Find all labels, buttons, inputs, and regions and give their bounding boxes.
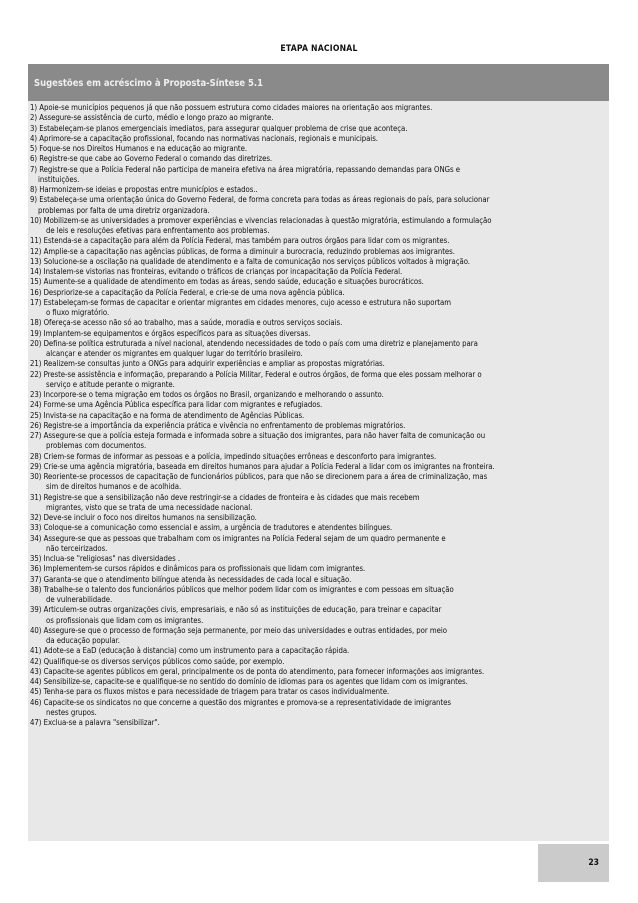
list-item-text: 29) Crie-se uma agência migratória, baseada em direitos humanos para ajudar a Polícia Federal a lidar com os imigrantes na fronteira.: [30, 461, 495, 471]
list-item: [30, 677, 620, 687]
list-item: [30, 257, 620, 267]
page-number: 23: [588, 858, 599, 868]
list-item: [30, 359, 620, 369]
list-item: [30, 185, 620, 195]
list-item: [30, 493, 620, 514]
list-item: [30, 698, 620, 719]
list-item-text: 10) Mobilizem-se as universidades a promover experiências e vivencias relacionadas à questão migratória, estimulando a formulação: [30, 215, 492, 225]
list-item-text: 30) Reoriente-se processos de capacitação de funcionários públicos, para que não se direcionem para a área de criminalização, mas: [30, 472, 488, 481]
list-item: [30, 134, 620, 144]
list-item: [30, 431, 620, 452]
list-item-text: 45) Tenha-se para os fluxos mistos e para necessidade de triagem para tratar os casos individualmente.: [30, 687, 390, 697]
list-item: [30, 195, 620, 216]
list-item-text: 8) Harmonizem-se ideias e propostas entre municípios e estados..: [30, 185, 258, 194]
list-item-text: 19) Implantem-se equipamentos e órgãos específicos para as situações diversas.: [30, 328, 311, 338]
list-item-continuation: instituições.: [38, 174, 80, 184]
list-item-text: 18) Ofereça-se acesso não só ao trabalho, mas a saúde, moradia e outros serviços sociais.: [30, 318, 343, 328]
list-item-text: 14) Instalem-se vistorias nas fronteiras, evitando o tráficos de crianças por incapacitação da Polícia Federal.: [30, 267, 403, 276]
list-item-text: 38) Trabalhe-se o talento dos funcionários públicos que melhor podem lidar com os imigrantes e com pessoas em situação: [30, 584, 454, 594]
list-item-text: 35) Inclua-se "religiosas" nas diversidades .: [30, 554, 181, 563]
list-item: [30, 718, 620, 728]
list-item-continuation: da educação popular.: [46, 636, 120, 645]
list-item: [30, 452, 620, 462]
list-item: [30, 626, 620, 647]
list-item-text: 36) Implementem-se cursos rápidos e dinâmicos para os profissionais que lidam com imigrantes.: [30, 564, 366, 574]
list-item-text: 26) Registre-se a importância da experiência prática e vivência no enfrentamento de problemas migratórios.: [30, 420, 406, 430]
list-item-text: 3) Estabeleçam-se planos emergenciais imediatos, para assegurar qualquer problema de crise que aconteça.: [30, 123, 408, 133]
list-item-continuation: problemas com documentos.: [46, 441, 147, 451]
list-item-continuation: nestes grupos.: [46, 707, 97, 717]
list-item-text: 37) Garanta-se que o atendimento bilíngue atenda às necessidades de cada local e situação.: [30, 574, 352, 584]
list-item: [30, 339, 620, 360]
list-item-continuation: serviço e atitude perante o migrante.: [46, 379, 175, 389]
list-item-text: 31) Registre-se que a sensibilização não deve restringir-se a cidades de fronteira e às cidades que mais recebem: [30, 492, 420, 502]
list-item-continuation: de leis e resoluções efetivas para enfrentamento aos problemas.: [46, 226, 270, 235]
list-item-continuation: problemas por falta de uma diretriz organizadora.: [38, 205, 210, 215]
list-item-continuation: o fluxo migratório.: [46, 308, 110, 317]
list-item-text: 11) Estenda-se a capacitação para além da Polícia Federal, mas também para outros órgãos para lidar com os migrantes.: [30, 236, 450, 246]
list-item: [30, 288, 620, 298]
section-title-bar: [28, 64, 609, 101]
list-item-text: 25) Invista-se na capacitação e na forma de atendimento de Agências Públicas.: [30, 410, 305, 420]
list-item-text: 20) Defina-se política estruturada a nível nacional, atendendo necessidades de todo o país com uma diretriz e planejamento para: [30, 338, 478, 348]
list-item: [30, 124, 620, 134]
list-item: [30, 564, 620, 574]
list-item: [30, 411, 620, 421]
list-item: [30, 687, 620, 697]
list-item: [30, 216, 620, 237]
list-item-continuation: alcançar e atender os migrantes em qualquer lugar do território brasileiro.: [46, 349, 303, 358]
list-item-text: 4) Aprimore-se a capacitação profissional, focando nas normativas nacionais, regionais e municipais.: [30, 133, 378, 143]
list-item-text: 1) Apoie-se municípios pequenos já que não possuem estrutura como cidades maiores na orientação aos migrantes.: [30, 103, 433, 112]
list-item-text: 7) Registre-se que a Polícia Federal não participa de maneira efetiva na área migratória, repassando demandas para ONGs e: [30, 164, 460, 174]
list-item-continuation: sim de direitos humanos e de acolhida.: [46, 482, 182, 492]
suggestion-list: [30, 103, 620, 728]
list-item-text: 2) Assegure-se assistência de curto, médio e longo prazo ao migrante.: [30, 113, 274, 123]
list-item-text: 17) Estabeleçam-se formas de capacitar e orientar migrantes em cidades menores, cujo acesso e estrutura não suportam: [30, 297, 451, 307]
list-item: [30, 103, 620, 113]
list-item: [30, 523, 620, 533]
list-item-text: 23) Incorpore-se o tema migração em todos os órgãos no Brasil, organizando e melhorando o assunto.: [30, 390, 384, 399]
list-item-text: 46) Capacite-se os sindicatos no que concerne a questão dos migrantes e promova-se a representatividade de imigrantes: [30, 697, 451, 707]
list-item-text: 6) Registre-se que cabe ao Governo Federal o comando das diretrizes.: [30, 154, 273, 164]
list-item: [30, 318, 620, 328]
list-item-text: 12) Amplie-se a capacitação nas agências públicas, de forma a diminuir a burocracia, reduzindo problemas aos imigrantes.: [30, 246, 455, 256]
list-item: [30, 554, 620, 564]
list-item-text: 41) Adote-se a EaD (educação à distancia) como um instrumento para a capacitação rápida.: [30, 646, 350, 656]
list-item-continuation: os profissionais que lidam com os imigrantes.: [46, 615, 204, 625]
list-item-text: 33) Coloque-se a comunicação como essencial e assim, a urgência de tradutores e atendentes bilíngues.: [30, 523, 393, 533]
list-item-text: 42) Qualifique-se os diversos serviços públicos como saúde, por exemplo.: [30, 656, 285, 666]
list-item: [30, 113, 620, 123]
list-item-text: 21) Realizem-se consultas junto a ONGs para adquirir experiências e ampliar as propostas migratórias.: [30, 359, 385, 369]
list-item: [30, 421, 620, 431]
list-item-text: 16) Despriorize-se a capacitação da Polícia Federal, e crie-se de uma nova agência pública.: [30, 287, 345, 297]
list-item-text: 22) Preste-se assistência e informação, preparando a Polícia Militar, Federal e outros órgãos, de forma que eles possam melhorar o: [30, 369, 482, 379]
list-item-continuation: de vulnerabilidade.: [46, 595, 113, 604]
list-item: [30, 513, 620, 523]
list-item-text: 44) Sensibilize-se, capacite-se e qualifique-se no sentido do domínio de idiomas para os agentes que lidam com os imigrantes.: [30, 677, 468, 686]
list-item-continuation: não terceirizados.: [46, 543, 108, 553]
list-item-text: 5) Foque-se nos Direitos Humanos e na educação ao migrante.: [30, 144, 248, 153]
list-item: [30, 267, 620, 277]
list-item-text: 15) Aumente-se a qualidade de atendimento em todas as áreas, sendo saúde, educação e situações burocráticos.: [30, 277, 424, 287]
list-item: [30, 298, 620, 319]
list-item: [30, 585, 620, 606]
list-item: [30, 247, 620, 257]
list-item-text: 40) Assegure-se que o processo de formação seja permanente, por meio das universidades e outras entidades, por meio: [30, 625, 447, 635]
list-item: [30, 154, 620, 164]
list-item: [30, 370, 620, 391]
list-item-text: 13) Solucione-se a oscilação na qualidade de atendimento e a falta de comunicação nos serviços públicos voltados à migração.: [30, 256, 470, 266]
list-item-continuation: migrantes, visto que se trata de uma necessidade nacional.: [46, 502, 253, 512]
list-item-text: 9) Estabeleça-se uma orientação única do Governo Federal, de forma concreta para todas as áreas regionais do país, para solucionar: [30, 195, 490, 205]
list-item: [30, 277, 620, 287]
list-item: [30, 329, 620, 339]
list-item: [30, 400, 620, 410]
list-item: [30, 390, 620, 400]
section-title: Sugestões em acréscimo à Proposta-Síntese 5.1: [34, 78, 263, 89]
list-item-text: 32) Deve-se incluir o foco nos direitos humanos na sensibilização.: [30, 513, 257, 522]
list-item: [30, 575, 620, 585]
list-item: [30, 472, 620, 493]
section-header: ETAPA NACIONAL: [280, 44, 358, 54]
list-item: [30, 646, 620, 656]
list-item: [30, 462, 620, 472]
list-item: [30, 144, 620, 154]
list-item: [30, 657, 620, 667]
list-item: [30, 236, 620, 246]
page-number-box: [538, 844, 609, 882]
list-item: [30, 605, 620, 626]
list-item-text: 24) Forme-se uma Agência Pública específica para lidar com migrantes e refugiados.: [30, 400, 323, 410]
list-item-text: 27) Assegure-se que a polícia esteja formada e informada sobre a situação dos imigrantes, para não haver falta de comunicação ou: [30, 431, 486, 440]
list-item: [30, 534, 620, 555]
list-item: [30, 667, 620, 677]
list-item-text: 28) Criem-se formas de informar as pessoas e a polícia, impedindo situações errôneas e desconforto para imigrantes.: [30, 451, 437, 461]
list-item-text: 39) Articulem-se outras organizações civis, empresariais, e não só as instituições de educação, para treinar e capacitar: [30, 605, 442, 615]
list-item: [30, 165, 620, 186]
list-item-text: 47) Exclua-se a palavra "sensibilizar".: [30, 718, 160, 727]
list-item-text: 43) Capacite-se agentes públicos em geral, principalmente os de ponta do atendimento, para fornecer informações aos imigrantes.: [30, 666, 485, 676]
list-item-text: 34) Assegure-se que as pessoas que trabalham com os imigrantes na Polícia Federal sejam de um quadro permanente e: [30, 533, 446, 543]
